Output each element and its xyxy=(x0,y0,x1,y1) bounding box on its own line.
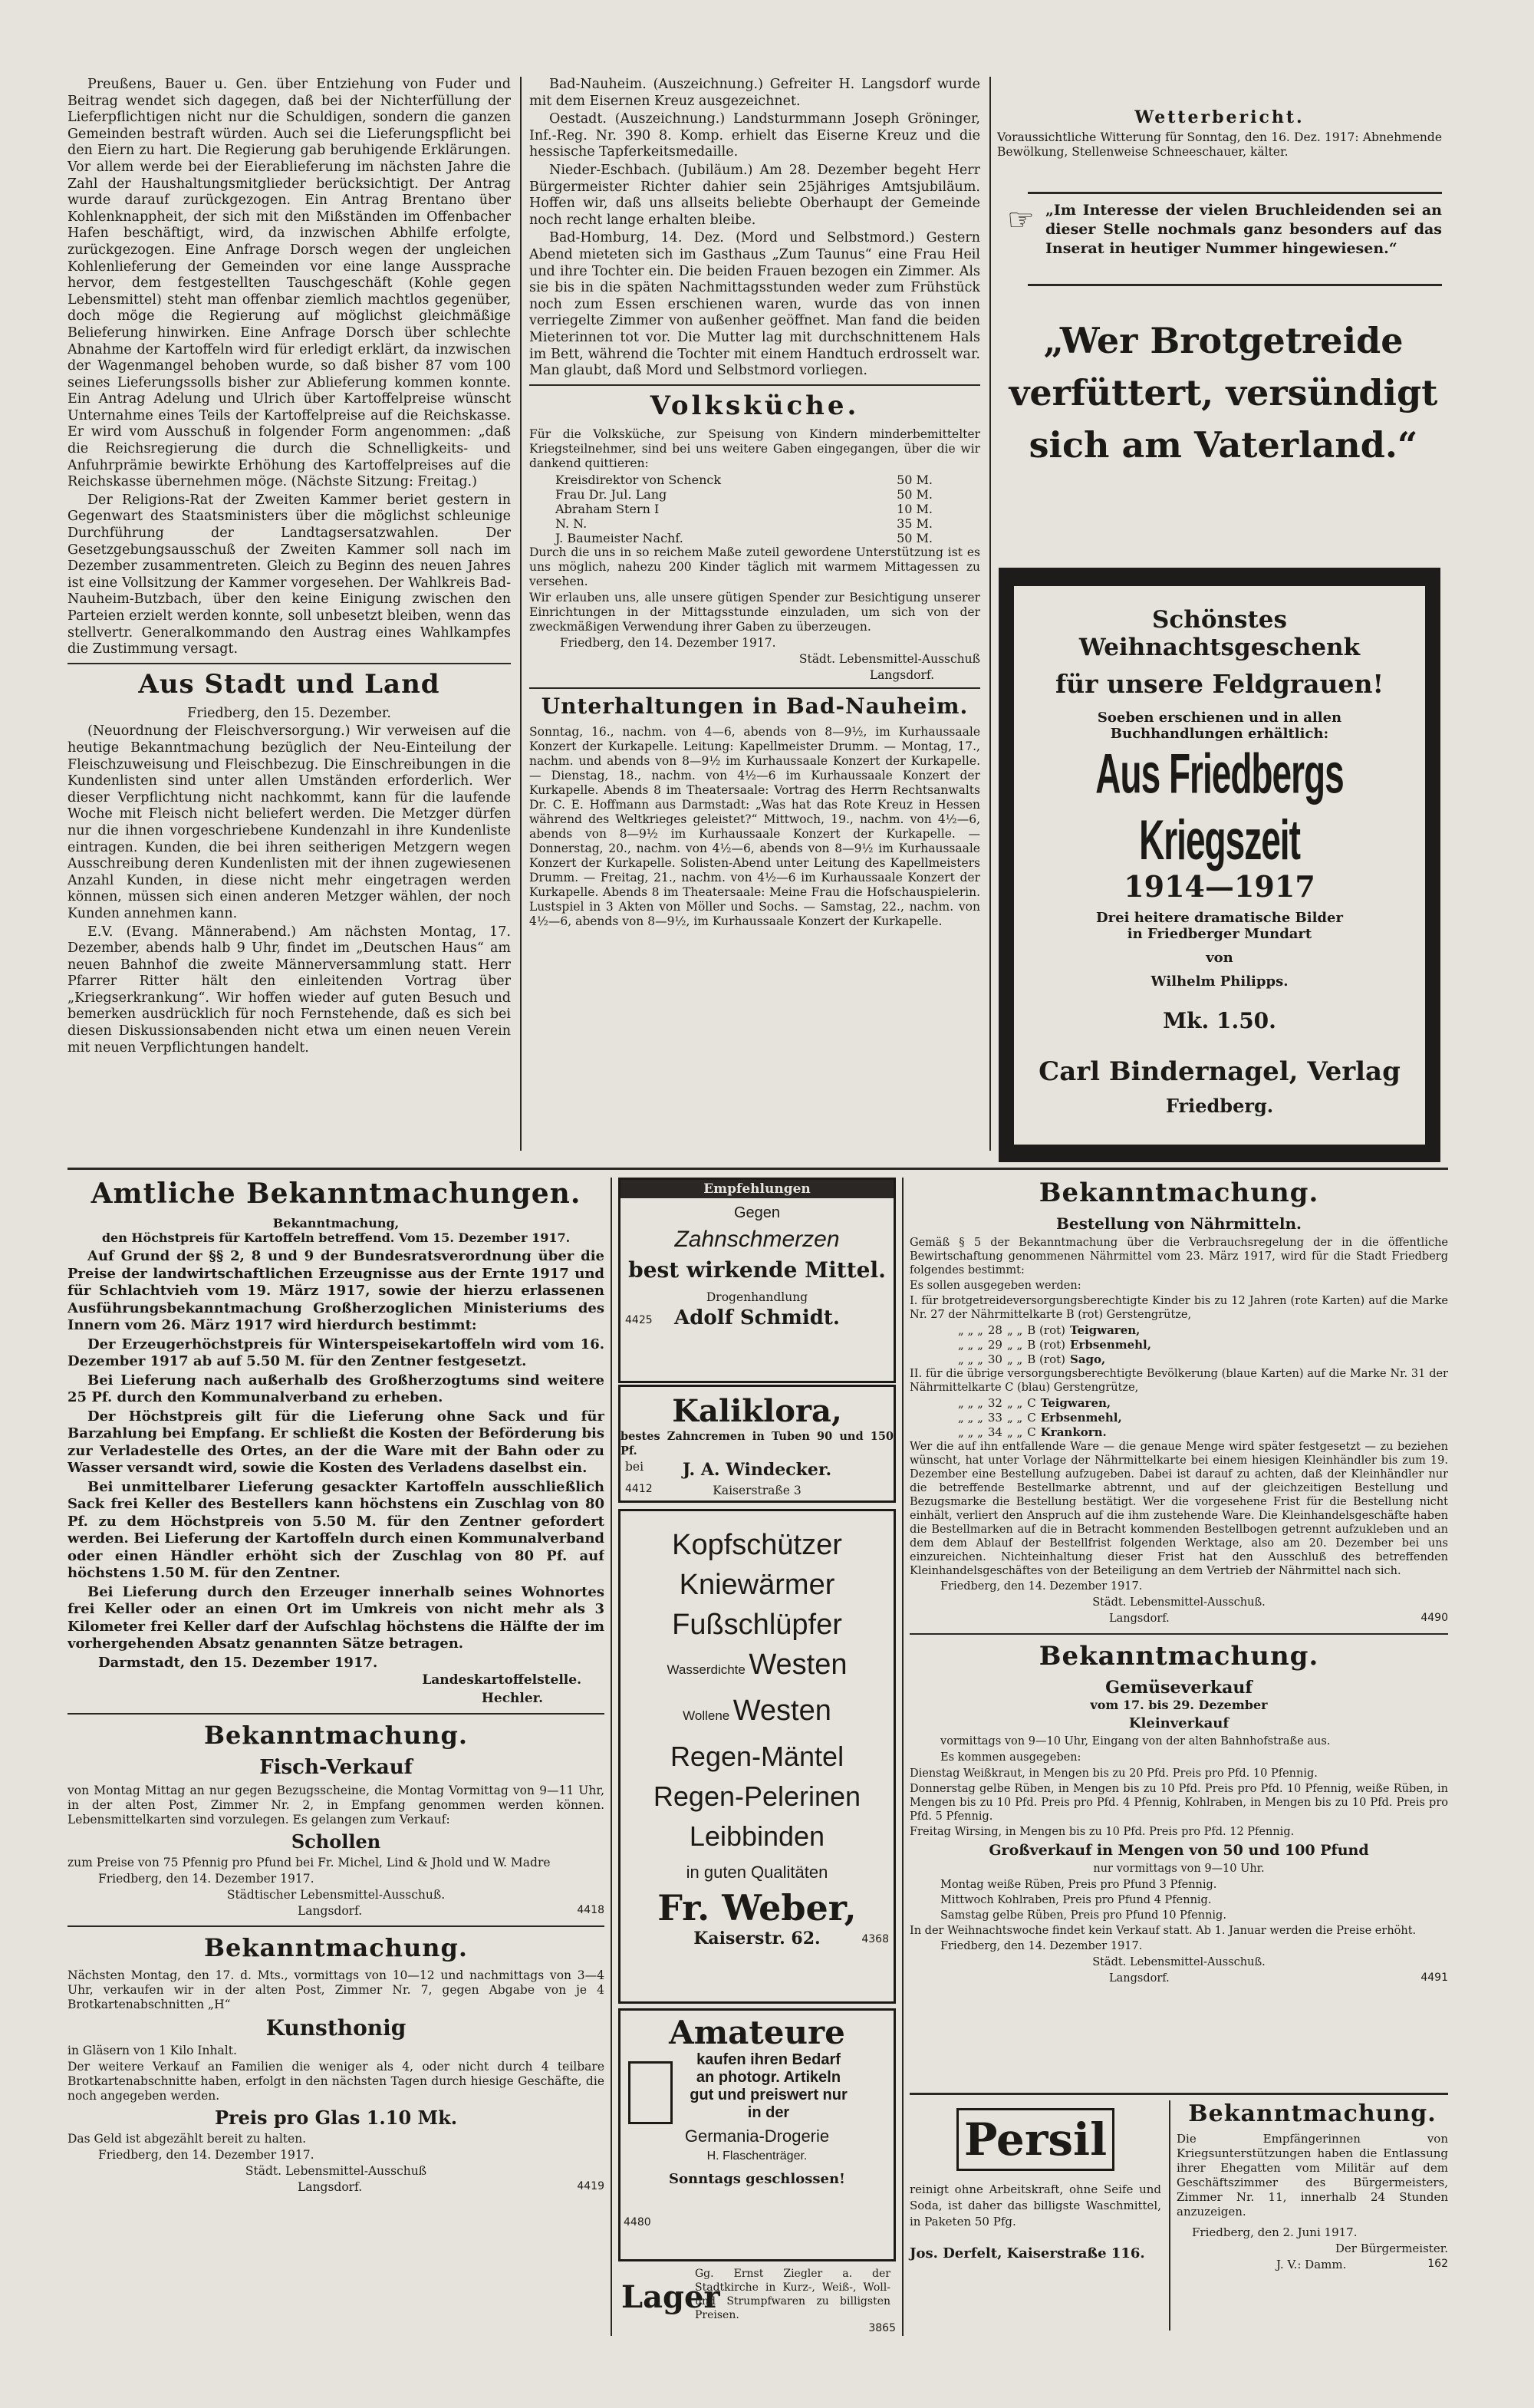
weather-rule xyxy=(1028,192,1442,194)
kunsthonig-price: Preis pro Glas 1.10 Mk. xyxy=(214,2107,458,2130)
weber-westen-row xyxy=(621,1645,894,1691)
lager-text: Gg. Ernst Ziegler a. der Stadtkirche in Kurz-, Weiß-, Woll- und Strumpfwaren zu billigsten Preisen. xyxy=(695,2268,890,2321)
persil-logo: Persil xyxy=(956,2108,1114,2171)
camera-icon xyxy=(628,2061,673,2124)
gemuese-dates: vom 17. bis 29. Dezember xyxy=(1090,1698,1268,1712)
weather-box xyxy=(997,107,1442,184)
volkskueche-date: Friedberg, den 14. Dezember 1917. xyxy=(560,635,776,650)
ad-number: 4418 xyxy=(577,1904,604,1917)
weber-item: Regen-Pelerinen xyxy=(653,1780,861,1812)
kunsthonig-text-4: Das Geld ist abgezählt bereit zu halten. xyxy=(67,2132,307,2146)
kaliklora-text: bestes Zahncremen in Tuben 90 und 150 Pf. xyxy=(621,1430,894,1458)
bekanntmachung-6-sign-2: J. V.: Damm. xyxy=(1276,2258,1347,2271)
naehrmittel-sign-1: Städt. Lebensmittel-Ausschuß. xyxy=(1092,1596,1266,1609)
book-desc-1: Drei heitere dramatische Bilder xyxy=(1096,910,1343,926)
weber-item: Leibbinden xyxy=(689,1820,825,1852)
naehrmittel-sign-row xyxy=(910,1612,1448,1627)
amateure-shop: Germania-Drogerie xyxy=(684,2126,830,2146)
gemuese-gross-day: Mittwoch Kohlraben, Preis pro Pfund 4 Pfennig. xyxy=(940,1894,1212,1906)
fisch-price: zum Preise von 75 Pfennig pro Pfund bei Fr. Michel, Lind & Jhold und W. Madre xyxy=(67,1856,551,1870)
amtliche-heading: Amtliche Bekanntmachungen. xyxy=(91,1178,581,1210)
bekanntmachung-6-sign-1: Der Bürgermeister. xyxy=(1335,2242,1448,2255)
bekanntmachung-4-title: Bekanntmachung. xyxy=(1039,1178,1319,1208)
kaliklora-dealer: J. A. Windecker. xyxy=(682,1460,832,1480)
column-rule xyxy=(611,1178,612,2336)
bekanntmachung-6-date: Friedberg, den 2. Juni 1917. xyxy=(1192,2225,1358,2239)
bekanntmachung-6-sign-row xyxy=(1177,2258,1448,2273)
kunsthonig-sign-row xyxy=(67,2180,604,2196)
ad-number: 4419 xyxy=(577,2180,604,2193)
book-ad-title-1: Schönstes Weihnachtsgeschenk xyxy=(1078,606,1361,661)
slogan: „Wer Brotgetreide verfüttert, versündigt sich am Vaterland.“ xyxy=(1009,320,1438,466)
table-row: J. Baumeister Nachf. 50 M. xyxy=(555,530,933,545)
naehrmittel-list-2: II. für die übrige versorgungsberechtigte Bevölkerung (blaue Karten) auf die Marke Nr. 31 der Nährmittelkarte C (blau) Gerstengrütze, xyxy=(910,1368,1448,1394)
emp-best: best wirkende Mittel. xyxy=(628,1257,886,1283)
gemuese-kleinverkauf: Kleinverkauf xyxy=(1128,1715,1230,1731)
amtliche-section xyxy=(67,1178,604,2336)
gemuese-day: Donnerstag gelbe Rüben, in Mengen bis zu 10 Pfd. Preis pro Pfd. 10 Pfennig, weiße Rüben, in Mengen bis zu 10 Pfd. Preis pro Pfd. 4 Pfennig, Kohlraben, in Mengen bis zu 10 Pfd. Preis pro Pfd. 5 Pfennig. xyxy=(910,1783,1448,1823)
bekanntmachung-3-title: Bekanntmachung. xyxy=(203,1933,468,1963)
section-divider xyxy=(910,1633,1448,1635)
weber-westen-pre: Wollene xyxy=(683,1708,730,1723)
gemuese-gross: Großverkauf in Mengen von 50 und 100 Pfund xyxy=(989,1842,1369,1859)
lager-ad xyxy=(618,2267,896,2336)
naehrmittel-sign-2: Langsdorf. xyxy=(1109,1612,1170,1625)
article-nieder-eschbach: Nieder-Eschbach. (Jubiläum.) Am 28. Dezember begeht Herr Bürgermeister Richter dahier sein 25jähriges Amtsjubiläum. Hoffen wir, daß uns allseits beliebte Oberhaupt der Gemeinde noch recht lange erhalten bleibe. xyxy=(529,162,980,228)
ad-number: 4480 xyxy=(624,2216,651,2228)
fisch-verkauf-text: von Montag Mittag an nur gegen Bezugsscheine, die Montag Vormittag von 9—11 Uhr, in der alten Post, Zimmer Nr. 2, in Empfang genommen werden können. Lebensmittelkarten sind vorzulegen. Es gelangen zum Verkauf: xyxy=(67,1784,604,1827)
naehrmittel-intro: Gemäß § 5 der Bekanntmachung über die Verbrauchsregelung der in die öffentliche Bewirtschaftung genommenen Nährmittel vom 23. März 1917, wird für die Stadt Friedberg folgendes bestimmt: xyxy=(910,1237,1448,1276)
column-1 xyxy=(67,77,511,1143)
ad-number: 4490 xyxy=(1420,1612,1448,1624)
kunsthonig-title: Kunsthonig xyxy=(265,2015,407,2041)
weber-westen-pre: Wasserdichte xyxy=(667,1662,746,1677)
empfehlungen-label: Empfehlungen xyxy=(621,1180,894,1198)
fisch-sign-2: Langsdorf. xyxy=(298,1904,363,1919)
section-heading-stadt-land: Aus Stadt und Land xyxy=(138,668,440,700)
ad-number: 4425 xyxy=(625,1314,653,1326)
pointing-hand-icon: ☞ xyxy=(1007,203,1035,238)
section-divider xyxy=(67,1925,604,1927)
table-row: Kreisdirektor von Schenck 50 M. xyxy=(555,472,933,487)
amateure-line: gut und preiswert nur xyxy=(690,2087,848,2103)
kaliklora-addr: Kaiserstraße 3 xyxy=(713,1484,802,1497)
bekanntmachung-1-subtitle: den Höchstpreis für Kartoffeln betreffend. Vom 15. Dezember 1917. xyxy=(101,1230,571,1245)
gemuese-title: Gemüseverkauf xyxy=(1105,1678,1253,1698)
notice-rule xyxy=(1028,284,1442,286)
article-fleischversorgung: (Neuordnung der Fleischversorgung.) Wir verweisen auf die heutige Bekanntmachung bezüglich der Neu-Einteilung der Fleischzuweisung und Fleischbezug. Die Einschreibungen in die Kundenlisten sind unter allen Umständen erforderlich. Wer dieser Verpflichtung nicht nachkommt, kann für die laufende Woche mit Fleisch nicht beliefert werden. Die Metzger dürfen nur die ihnen vorgeschriebene Kundenzahl in ihre Kundenliste eintragen. Kunden, die bei ihren seitherigen Metzgern wegen Ausschreibung deren Kundenlisten mit der ihnen zugewiesenen Anzahl Kunden, in diese nicht mehr eingetragen werden können, müssen sich einen anderen Metzger wählen, der noch Kunden annehmen kann. xyxy=(67,723,511,921)
kunsthonig-text-3: Der weitere Verkauf an Familien die weniger als 4, oder nicht durch 4 teilbare Brotkartenabschnitte haben, erfolgt in den nächsten Tagen durch hiesige Geschäfte, die noch angegeben werden. xyxy=(67,2060,604,2103)
bekanntmachung-1-sign-2: Hechler. xyxy=(481,1690,543,1706)
book-ad-subtitle: Soeben erschienen und in allen Buchhandlungen erhältlich: xyxy=(1097,710,1342,742)
gemuese-date: Friedberg, den 14. Dezember 1917. xyxy=(940,1940,1143,1952)
weber-westen: Westen xyxy=(732,1695,831,1727)
notice-text: „Im Interesse der vielen Bruchleidenden sei an dieser Stelle nochmals ganz besonders auf das Inserat in heutiger Nummer hingewiesen.“ xyxy=(1045,202,1442,257)
volkskueche-heading: Volksküche. xyxy=(650,390,860,421)
kunsthonig-text: Nächsten Montag, den 17. d. Mts., vormittags von 10—12 und nachmittags von 3—4 Uhr, verkaufen wir in der alten Post, Zimmer Nr. 7, gegen Abgabe von je 4 Brotkartenabschnitten „H“ xyxy=(67,1968,604,2012)
section-divider xyxy=(529,687,980,689)
ad-number: 4368 xyxy=(861,1933,889,1945)
naehrmittel-text: Wer die auf ihn entfallende Ware — die genaue Menge wird später festgesetzt — zu beziehen wünscht, hat unter Vorlage der Nährmittelkarte bei einem hiesigen Kleinhändler bis zum 19. Dezember eine Bestellung aufzugeben. Dabei ist darauf zu achten, daß der Kleinhändler nur die betreffende Bestellmarke abtrennt, und auf der gleichzeitigen Bestellung und Bezugsmarke die Bestellung bestätigt. Wer die vorgesehene Frist für die Bestellung nicht einhält, verliert den Anspruch auf die ihm zustehende Ware. Die Kleinhandelsgeschäfte haben die Bestellmarken auf die in Betracht kommenden Bestellbogen getrennt aufzukleben und an dem dem Ablauf der Bestellfrist folgenden Werktage, also am 20. Dezember bei uns einzureichen. Nichteinhaltung dieser Frist hat den Ausschluß des betreffenden Kleinhandelsgeschäftes von der Beteiligung an dem Vertrieb der Nährmittel nach sich. xyxy=(910,1441,1448,1577)
weber-name: Fr. Weber, xyxy=(657,1887,857,1929)
naehrmittel-p: Es sollen ausgegeben werden: xyxy=(910,1280,1081,1292)
kunsthonig-sign-1: Städt. Lebensmittel-Ausschuß xyxy=(245,2164,427,2179)
ads-column xyxy=(618,1178,896,2336)
section-divider xyxy=(67,663,511,664)
table-row: Frau Dr. Jul. Lang 50 M. xyxy=(555,486,933,502)
ad-number: 4412 xyxy=(625,1483,653,1495)
bekanntmachung-1-p5: Bei unmittelbarer Lieferung gesackter Kartoffeln ausschließlich Sack frei Keller des Bestellers kann höchstens ein Zuschlag von 80 Pf. zu dem Höchstpreis von 5.50 M. für den Zentner gefordert werden. Bei Lieferung der Kartoffeln durch einen Kommunalverband oder einen Händler erhöht sich der Zuschlag von 80 Pf. auf höchstens 1.50 M. für den Zentner. xyxy=(67,1478,604,1581)
kaliklora-name: Kaliklora, xyxy=(672,1393,842,1429)
table-row: „ „ „ 28 „ „ B (rot) Teigwaren, xyxy=(958,1323,1141,1337)
book-von: von xyxy=(1206,950,1233,966)
gemuese-sign-row xyxy=(910,1972,1448,1987)
weber-westen: Westen xyxy=(749,1649,848,1681)
bekanntmachung-6-text: Die Empfängerinnen von Kriegsunterstützungen haben die Entlassung ihrer Ehegatten vom Militär auf dem Geschäftszimmer des Bürgermeisters, Zimmer Nr. 11, innerhalb 24 Stunden anzuzeigen. xyxy=(1177,2132,1448,2219)
gemuese-gross-day: Samstag gelbe Rüben, Preis pro Pfund 10 Pfennig. xyxy=(940,1909,1226,1922)
unterhaltungen-heading: Unterhaltungen in Bad-Nauheim. xyxy=(541,693,969,719)
gemuese-ausg: Es kommen ausgegeben: xyxy=(940,1751,1081,1764)
article-bad-homburg: Bad-Homburg, 14. Dez. (Mord und Selbstmord.) Gestern Abend mieteten sich im Gasthaus „Zum Taunus“ eine Frau Heil und ihre Tochter ein. Die beiden Frauen bezogen ein Zimmer. Als sie bis in die späten Nachmittagsstunden weder zum Frühstück noch zum Essen erschienen waren, wurde das von innen verriegelte Zimmer von außenher geöffnet. Man fand die beiden Mieterinnen tot vor. Die Mutter lag mit durchschnittenem Hals im Bett, während die Tochter mit einem Handtuch erdrosselt war. Man glaubt, daß Mord und Selbstmord vorliegen. xyxy=(529,230,980,379)
section-rule xyxy=(910,2093,1448,2095)
amateure-title: Amateure xyxy=(669,2014,845,2051)
column-rule xyxy=(902,1178,904,2336)
gemuese-note: In der Weihnachtswoche findet kein Verkauf statt. Ab 1. Januar werden die Preise erhöht. xyxy=(910,1925,1417,1937)
gemuese-gross-time: nur vormittags von 9—10 Uhr. xyxy=(1093,1863,1265,1875)
book-years: 1914—1917 xyxy=(1124,869,1315,904)
emp-zahnschmerzen: Zahnschmerzen xyxy=(674,1227,840,1252)
bekanntmachung-1-sign-1: Landeskartoffelstelle. xyxy=(422,1672,581,1688)
fisch-sign-row xyxy=(67,1904,604,1919)
amateure-closed: Sonntags geschlossen! xyxy=(669,2171,845,2187)
book-publisher: Carl Bindernagel, Verlag xyxy=(1039,1056,1401,1087)
emp-name: Adolf Schmidt. xyxy=(674,1306,840,1329)
naehrmittel-table-1 xyxy=(956,1323,1154,1367)
emp-drogen: Drogenhandlung xyxy=(706,1290,808,1304)
section-divider xyxy=(67,1713,604,1715)
persil-text: reinigt ohne Arbeitskraft, ohne Seife und Soda, ist daher das billigste Waschmittel, in Paketen 50 Pfg. xyxy=(910,2182,1161,2228)
fisch-item: Schollen xyxy=(291,1830,381,1853)
section-divider xyxy=(529,384,980,386)
amateure-ad xyxy=(618,2008,896,2261)
bekanntmachung-1-title: Bekanntmachung, xyxy=(272,1216,400,1230)
kunsthonig-date: Friedberg, den 14. Dezember 1917. xyxy=(98,2148,314,2163)
notice-box xyxy=(1001,201,1442,278)
bekanntmachung-1-p2: Der Erzeugerhöchstpreis für Winterspeisekartoffeln wird vom 16. Dezember 1917 ab auf 5.50 M. für den Zentner festgesetzt. xyxy=(67,1336,604,1369)
column-rule xyxy=(520,77,522,1151)
weber-item: Regen-Mäntel xyxy=(670,1741,844,1772)
table-row: „ „ „ 29 „ „ B (rot) Erbsenmehl, xyxy=(958,1338,1151,1352)
article-religion-rat: Der Religions-Rat der Zweiten Kammer beriet gestern in Gegenwart des Staatsministers über die möglichst schleunige Durchführung der Landtagsersatzwahlen. Der Gesetzgebungsausschuß der Zweiten Kammer soll nach im Dezember zusammentreten. Gleich zu Beginn des neuen Jahres ist eine Vollsitzung der Kammer vorgesehen. Der Wahlkreis Bad-Nauheim-Butzbach, über den keine Einigung zwischen den Parteien erzielt werden konnte, soll unbesetzt bleiben, wenn das stellvertr. Generalkommando den Austrag eines Wahlkampfes die Zustimmung versagt. xyxy=(67,492,511,657)
volkskueche-text-2: Durch die uns in so reichem Maße zuteil gewordene Unterstützung ist es uns möglich, nahezu 200 Kinder täglich mit warmem Mittagessen zu versehen. xyxy=(529,545,980,588)
bekanntmachung-1-p6: Bei Lieferung durch den Erzeuger innerhalb seines Wohnortes frei Keller oder an einen Ort im Umkreis von nicht mehr als 3 Kilometer frei Keller darf der Aufschlag höchstens die Hälfte der im vorhergehenden Absatz genannten Sätze betragen. xyxy=(67,1583,604,1652)
table-row: „ „ „ 33 „ „ C Erbsenmehl, xyxy=(958,1411,1122,1425)
weber-ad xyxy=(618,1509,896,2004)
ad-number: 162 xyxy=(1427,2258,1448,2270)
book-price: Mk. 1.50. xyxy=(1163,1008,1276,1033)
gemuese-time: vormittags von 9—10 Uhr, Eingang von der alten Bahnhofstraße aus. xyxy=(940,1735,1331,1748)
kaliklora-ad xyxy=(618,1385,896,1503)
gemuese-day: Freitag Wirsing, in Mengen bis zu 10 Pfd. Preis pro Pfd. 12 Pfennig. xyxy=(910,1826,1295,1838)
amateure-line: kaufen ihren Bedarf xyxy=(696,2051,841,2068)
empfehlungen-ad xyxy=(618,1178,896,1383)
volkskueche-signature-name: Langsdorf. xyxy=(869,667,934,682)
article-bad-nauheim: Bad-Nauheim. (Auszeichnung.) Gefreiter H. Langsdorf wurde mit dem Eisernen Kreuz ausgezeichnet. xyxy=(529,77,980,109)
book-city: Friedberg. xyxy=(1165,1095,1274,1117)
weber-quality: in guten Qualitäten xyxy=(686,1863,828,1882)
naehrmittel-table-2 xyxy=(956,1396,1124,1440)
emp-gegen: Gegen xyxy=(733,1204,781,1221)
kunsthonig-text-2: in Gläsern von 1 Kilo Inhalt. xyxy=(67,2044,237,2058)
bekanntmachung-1-date: Darmstadt, den 15. Dezember 1917. xyxy=(98,1654,378,1671)
amateure-owner: H. Flaschenträger. xyxy=(706,2149,808,2163)
lager-word: Lager xyxy=(621,2279,720,2315)
table-row: „ „ „ 32 „ „ C Teigwaren, xyxy=(958,1396,1111,1410)
article-maennerabend: E.V. (Evang. Männerabend.) Am nächsten Montag, 17. Dezember, abends halb 9 Uhr, findet im „Deutschen Haus“ am neuen Bahnhof die zweite Männerversammlung statt. Herr Pfarrer Ritter hält den einleitenden Vortrag über „Kriegserkrankung“. Wir hoffen wieder auf guten Besuch und bemerken ausdrücklich für noch Fernstehende, daß es sich bei diesen Diskussionsabenden nicht etwa um einen neuen Verein mit neuen Verpflichtungen handelt. xyxy=(67,924,511,1056)
gemuese-sign-2: Langsdorf. xyxy=(1109,1972,1170,1985)
table-row: „ „ „ 30 „ „ B (rot) Sago, xyxy=(958,1352,1106,1366)
table-row: N. N. 35 M. xyxy=(555,516,933,531)
page-rule xyxy=(67,1168,1448,1170)
persil-ad xyxy=(910,2100,1161,2331)
weber-item: Kniewärmer xyxy=(679,1569,835,1601)
kaliklora-bei: bei xyxy=(625,1460,644,1474)
kaliklora-dealer-row xyxy=(621,1460,894,1483)
ad-number: 4491 xyxy=(1420,1972,1448,1984)
bekanntmachung-1-p4: Der Höchstpreis gilt für die Lieferung ohne Sack und für Barzahlung bei Empfang. Er schließt die Kosten der Beförderung bis zur Verladestelle des Ortes, an der die Ware mit der Bahn oder zu Wasser versandt wird, sowie die Kosten des Verladens daselbst ein. xyxy=(67,1408,604,1476)
bekanntmachung-6 xyxy=(1177,2100,1448,2331)
persil-vendor: Jos. Derfelt, Kaiserstraße 116. xyxy=(910,2245,1145,2261)
fisch-date: Friedberg, den 14. Dezember 1917. xyxy=(98,1872,314,1886)
fisch-verkauf-title: Fisch-Verkauf xyxy=(259,1756,413,1780)
bekanntmachung-6-title: Bekanntmachung. xyxy=(1188,2100,1437,2127)
book-author: Wilhelm Philipps. xyxy=(1150,973,1289,990)
table-row: „ „ „ 34 „ „ C Krankorn. xyxy=(958,1425,1107,1439)
weber-addr-row xyxy=(621,1929,894,1950)
weber-item: Fußschlüpfer xyxy=(672,1609,842,1641)
amateure-line: in der xyxy=(747,2104,790,2121)
volkskueche-signature: Städt. Lebensmittel-Ausschuß xyxy=(798,651,980,666)
bekanntmachung-5-title: Bekanntmachung. xyxy=(1039,1641,1319,1672)
fisch-sign-1: Städtischer Lebensmittel-Ausschuß. xyxy=(226,1888,446,1902)
article-oestadt: Oestadt. (Auszeichnung.) Landsturmmann Joseph Gröninger, Inf.-Reg. Nr. 390 8. Komp. erhielt das Eiserne Kreuz und die hessische Tapferkeitsmedaille. xyxy=(529,111,980,160)
book-title: Aus Friedbergs Kriegszeit xyxy=(1095,741,1344,871)
book-ad xyxy=(1014,586,1425,1145)
emp-name-row xyxy=(621,1306,894,1332)
dateline: Friedberg, den 15. Dezember. xyxy=(187,705,391,721)
donor-table xyxy=(552,473,936,545)
gemuese-day: Dienstag Weißkraut, in Mengen bis zu 20 Pfd. Preis pro Pfd. 10 Pfennig. xyxy=(910,1767,1318,1780)
weber-item: Kopfschützer xyxy=(672,1529,842,1561)
weather-text: Voraussichtliche Witterung für Sonntag, den 16. Dez. 1917: Abnehmende Bewölkung, Stellenweise Schneeschauer, kälter. xyxy=(997,130,1442,159)
column-rule xyxy=(1169,2100,1170,2331)
weather-title: Wetterbericht. xyxy=(1134,107,1305,127)
amateure-line: an photogr. Artikeln xyxy=(696,2069,841,2086)
ad-number: 3865 xyxy=(868,2322,896,2334)
bekanntmachung-2-title: Bekanntmachung. xyxy=(203,1721,468,1751)
gemuese-sign-1: Städt. Lebensmittel-Ausschuß. xyxy=(1092,1956,1266,1968)
article-landtag: Preußens, Bauer u. Gen. über Entziehung von Fuder und Beitrag wendet sich dagegen, daß bei der Nichterfüllung der Lieferpflichtigen nicht nur die Schuldigen, sondern die ganzen Gemeinden bestraft würden. Auch sei die Lieferungspflicht bei den Eiern zu hart. Die Regierung gab beruhigende Erklärungen. Vor allem werde bei der Eierablieferung im nächsten Jahre die Zahl der Haushaltungsmitglieder berücksichtigt. Der Antrag wurde darauf zurückgezogen. Ein Antrag Brentano über Kohlenknappheit, der sich mit den Mißständen im Offenbacher Hafen beschäftigt, wird, da inzwischen Abhilfe erfolgte, zurückgezogen. Eine Anfrage Dorsch wegen der ungleichen Kohlenlieferung der Gemeinden vor eine lange Aussprache hervor, dem festgestellten Tauschgeschäft (Kohle gegen Lebensmittel) steht man offenbar ziemlich machtlos gegenüber, doch möge die Regierung auf möglichst gleichmäßige Belieferung hinwirken. Eine Anfrage Dorsch über schlechte Abnahme der Kartoffeln wird für erledigt erklärt, da inzwischen der Wagenmangel behoben wurde, so daß bisher 87 vom 100 seines Lieferungssolls bisher zur Ablieferung kommen konnte. Ein Antrag Adelung und Ulrich über Kartoffelpreise wünscht Unternahme eines Teils der Kartoffelpreise auf die Reichskasse. Er wird vom Ausschuß in folgender Form angenommen: „daß die Reichsregierung die durch die Schnelligkeits- und Anfuhrprämie bewirkte Erhöhung des Kartoffelpreises auf die Reichskasse übernehmen möge. (Nächste Sitzung: Freitag.) xyxy=(67,77,511,490)
table-row: Abraham Stern I 10 M. xyxy=(555,501,933,516)
column-2 xyxy=(529,77,980,1151)
right-lower-section xyxy=(910,1178,1448,2021)
gemuese-gross-day: Montag weiße Rüben, Preis pro Pfund 3 Pfennig. xyxy=(940,1879,1217,1891)
naehrmittel-title: Bestellung von Nährmitteln. xyxy=(1056,1214,1302,1233)
column-rule xyxy=(989,77,991,1151)
unterhaltungen-text: Sonntag, 16., nachm. von 4—6, abends von 8—9½, im Kurhaussaale Konzert der Kurkapelle. Leitung: Kapellmeister Drumm. — Montag, 17., nachm. und abends von 8—9½ im Kurhaussaale Konzert der Kurkapelle. — Dienstag, 18., nachm. von 4½—6 im Kurhaussaale Konzert der Kurkapelle. Abends 8 im Theatersaale: Vortrag des Herrn Rechtsanwalts Dr. C. E. Hoffmann aus Darmstadt: „Was hat das Rote Kreuz in Hessen während des Weltkrieges geleistet?“ Mittwoch, 19., nachm. von 4½—6, abends von 8—9½ im Kurhaussaale Konzert der Kurkapelle. — Donnerstag, 20., nachm. von 4½—6, abends von 8—9½ im Kurhaussaale Konzert der Kurkapelle. Solisten-Abend unter Leitung des Kapellmeisters Drumm. — Freitag, 21., nachm. von 4½—6 im Kurhaussaale Konzert der Kurkapelle. Abends 8 im Theatersaale: Meine Frau die Hofschauspielerin. Lustspiel in 3 Akten von Möller und Sochs. — Samstag, 22., nachm. von 4½—6, abends von 8—9½, im Kurhaussaale Konzert der Kurkapelle. xyxy=(529,724,980,928)
volkskueche-intro: Für die Volksküche, zur Speisung von Kindern minderbemittelter Kriegsteilnehmer, sind bei uns weitere Gaben eingegangen, über die wir dankend quittieren: xyxy=(529,427,980,470)
weber-westen-row xyxy=(621,1691,894,1737)
bekanntmachung-1-p1: Auf Grund der §§ 2, 8 und 9 der Bundesratsverordnung über die Preise der landwirtschaftlichen Erzeugnisse aus der Ernte 1917 und für Schlachtvieh vom 19. März 1917, sowie der hierzu erlassenen Ausführungsbekanntmachung Großherzoglichen Ministeriums des Innern vom 26. März 1917 wird hierdurch bestimmt: xyxy=(67,1248,604,1333)
book-ad-title-2: für unsere Feldgrauen! xyxy=(1055,669,1384,699)
weber-addr: Kaiserstr. 62. xyxy=(693,1929,821,1948)
book-desc-2: in Friedberger Mundart xyxy=(1127,926,1312,942)
bekanntmachung-1-p3: Bei Lieferung nach außerhalb des Großherzogtums sind weitere 25 Pf. durch den Kommunalverband zu erheben. xyxy=(67,1372,604,1405)
kunsthonig-sign-2: Langsdorf. xyxy=(298,2180,363,2195)
naehrmittel-date: Friedberg, den 14. Dezember 1917. xyxy=(940,1580,1143,1593)
naehrmittel-list-1: I. für brotgetreideversorgungsberechtigte Kinder bis zu 12 Jahren (rote Karten) auf die Marke Nr. 27 der Nährmittelkarte B (rot) Gerstengrütze, xyxy=(910,1295,1448,1321)
kaliklora-addr-row xyxy=(621,1483,894,1498)
volkskueche-text-3: Wir erlauben uns, alle unsere gütigen Spender zur Besichtigung unserer Einrichtungen in der Mittagsstunde einzuladen, um sich von der zweckmäßigen Verwendung ihrer Gaben zu überzeugen. xyxy=(529,590,980,634)
